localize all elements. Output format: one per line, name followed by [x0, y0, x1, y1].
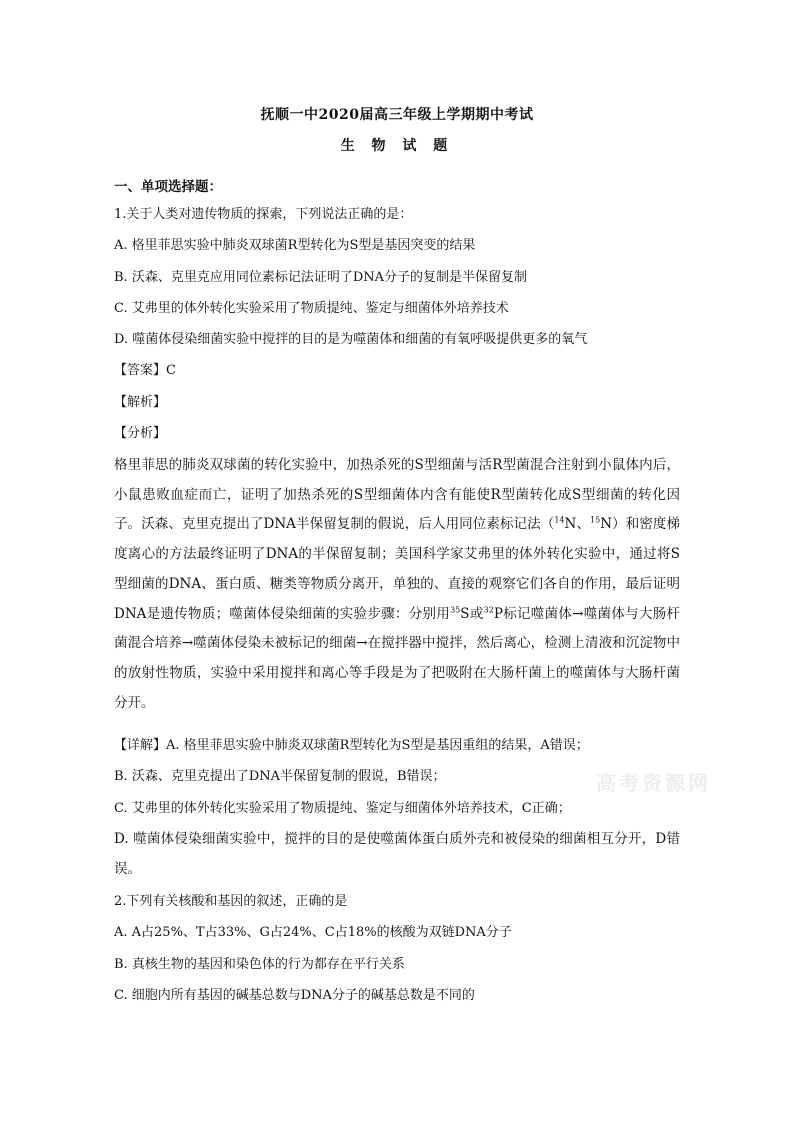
analysis-text-n14: N、 [564, 516, 591, 533]
watermark: 高考资源网 [596, 771, 711, 795]
question-2-option-a: A. A占25%、T占33%、G占24%、C占18%的核酸为双链DNA分子 [114, 925, 512, 940]
exam-title: 抚顺一中2020届高三年级上学期期中考试 [260, 107, 534, 123]
analysis-text-3: P标记噬菌体→噬菌体与大肠杆菌混合培养→噬菌体侵染未被标记的细菌→在搅拌器中搅拌，然后离心，检测上清液和沉淀物中的放射性物质，实验中采用搅拌和离心等手段是为了把吸附在大肠杆菌上的噬菌体与大肠杆菌分开。 [114, 605, 680, 711]
jiexi-label: 【解析】 [114, 395, 167, 410]
isotope-32: 32 [483, 605, 494, 615]
exam-subtitle: 生 物 试 题 [340, 138, 454, 154]
question-1-stem: 1.关于人类对遗传物质的探索，下列说法正确的是： [114, 207, 413, 222]
isotope-35: 35 [450, 605, 461, 615]
analysis-paragraph [114, 451, 680, 718]
detail-a: 【详解】A. 格里菲思实验中肺炎双球菌R型转化为S型是基因重组的结果，A错误； [114, 738, 589, 753]
detail-b: B. 沃森、克里克提出了DNA半保留复制的假说，B错误； [114, 769, 446, 784]
question-1-option-a: A. 格里菲思实验中肺炎双球菌R型转化为S型是基因突变的结果 [114, 238, 476, 253]
question-2-stem: 2.下列有关核酸和基因的叙述，正确的是 [114, 894, 348, 909]
analysis-text-1: 格里菲思的肺炎双球菌的转化实验中，加热杀死的S型细菌与活R型菌混合注射到小鼠体内后，小鼠患败血症而亡，证明了加热杀死的S型细菌体内含有能使R型菌转化成S型细菌的转化因子。沃森、克里克提出了DNA半保留复制的假说，后人用同位素标记法（ [114, 457, 680, 533]
question-1-option-b: B. 沃森、克里克应用同位素标记法证明了DNA分子的复制是半保留复制 [114, 270, 528, 285]
detail-d: D. 噬菌体侵染细菌实验中，搅拌的目的是使噬菌体蛋白质外壳和被侵染的细菌相互分开，D错误。 [114, 831, 680, 877]
isotope-14: 14 [554, 515, 565, 525]
fenxi-label: 【分析】 [114, 426, 167, 441]
question-1-option-d: D. 噬菌体侵染细菌实验中搅拌的目的是为噬菌体和细菌的有氧呼吸提供更多的氧气 [114, 332, 588, 347]
answer-label: 【答案】C [114, 363, 176, 378]
question-1-option-c: C. 艾弗里的体外转化实验采用了物质提纯、鉴定与细菌体外培养技术 [114, 301, 509, 316]
analysis-text-s: S或 [460, 605, 484, 622]
section-heading: 一、单项选择题： [114, 179, 222, 195]
analysis-text-2: N）和密度梯度离心的方法最终证明了DNA的半保留复制；美国科学家艾弗里的体外转化实验中，通过将S型细菌的DNA、蛋白质、糖类等物质分离开，单独的、直接的观察它们各自的作用，最后证明DNA是遗传物质；噬菌体侵染细菌的实验步骤：分别用 [114, 516, 681, 622]
isotope-15: 15 [590, 515, 601, 525]
question-2-option-b: B. 真核生物的基因和染色体的行为都存在平行关系 [114, 957, 405, 972]
question-2-option-c: C. 细胞内所有基因的碱基总数与DNA分子的碱基总数是不同的 [114, 988, 475, 1003]
detail-c: C. 艾弗里的体外转化实验采用了物质提纯、鉴定与细菌体外培养技术，C正确； [114, 801, 571, 816]
